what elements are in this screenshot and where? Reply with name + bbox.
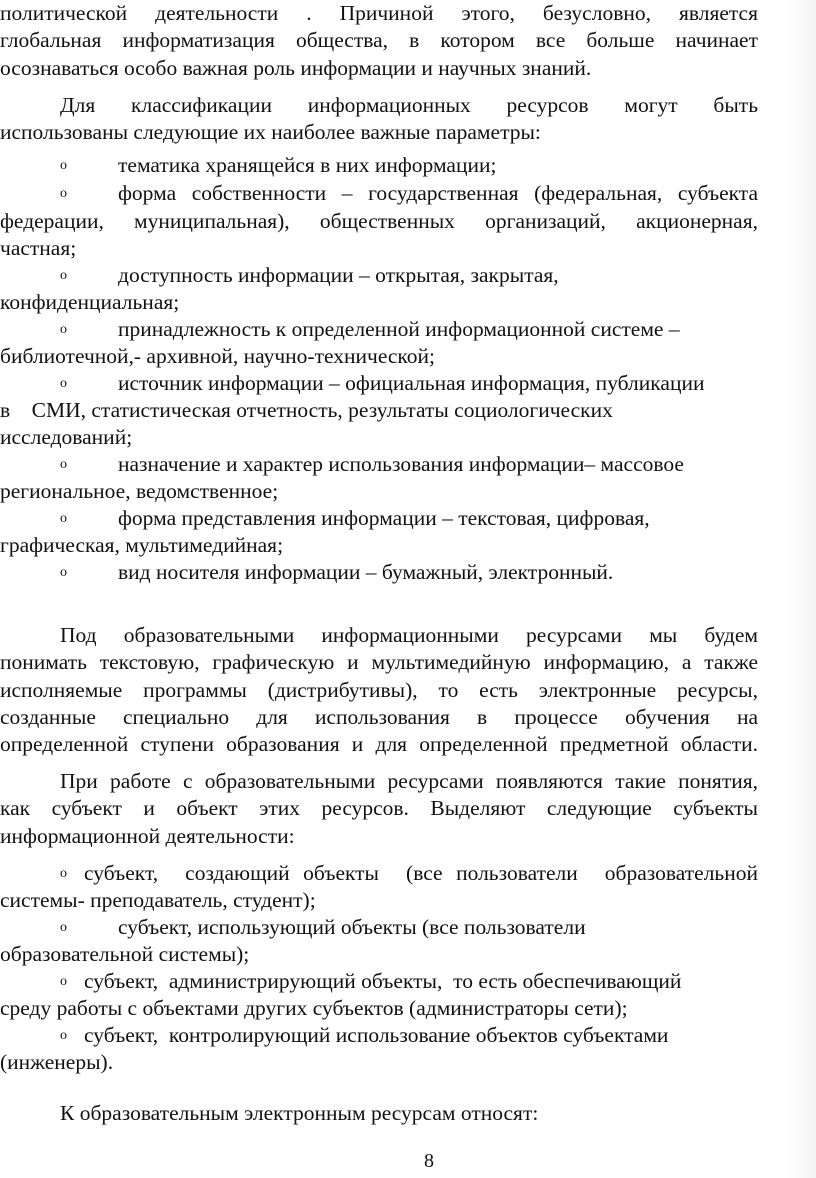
page-number: 8 xyxy=(424,1150,434,1172)
text-line: понимать текстовую, графическую и мультимедийную информацию, а также xyxy=(0,650,758,675)
text-line: созданные специально для использования в процессе обучения на xyxy=(0,704,758,729)
list-item-text: тематика хранящейся в них информации; xyxy=(118,153,497,177)
text-line: определенной ступени образования и для определенной предметной области. xyxy=(0,732,758,757)
bullet-icon: o xyxy=(60,974,67,989)
bullet-icon: o xyxy=(60,457,67,472)
bullet-icon: o xyxy=(60,1028,67,1043)
list-item-text: доступность информации – открытая, закрытая, xyxy=(118,263,559,287)
text-line: исполняемые программы (дистрибутивы), то есть электронные ресурсы, xyxy=(0,677,758,702)
list-item-text: (инженеры). xyxy=(0,1050,114,1074)
text-line: Для классификации информационных ресурсов могут быть xyxy=(60,93,758,117)
list-item-text: системы- преподаватель, студент); xyxy=(0,888,316,912)
text-line: использованы следующие их наиболее важные параметры: xyxy=(0,120,541,145)
list-item-text: источник информации – официальная информация, публикации xyxy=(118,371,705,395)
page-edge-shadow xyxy=(786,0,816,1178)
list-item-text: субъект, контролирующий использование объектов субъектами xyxy=(84,1023,669,1047)
list-item-text: субъект, администрирующий объекты, то есть обеспечивающий xyxy=(84,969,682,993)
list-item-text: образовательной системы); xyxy=(0,942,250,966)
bullet-icon: o xyxy=(60,186,67,201)
text-line: как субъект и объект этих ресурсов. Выделяют следующие субъекты xyxy=(0,796,758,821)
list-item-text: форма собственности – государственная (федеральная, субъекта xyxy=(118,181,758,205)
list-item-text: графическая, мультимедийная; xyxy=(0,533,284,557)
text-line: глобальная информатизация общества, в котором все больше начинает xyxy=(0,28,758,53)
list-item-text: исследований; xyxy=(0,425,133,449)
list-item-text: среду работы с объектами других субъектов (администраторы сети); xyxy=(0,996,628,1020)
bullet-icon: o xyxy=(60,322,67,337)
list-item-text: федерации, муниципальная), общественных организаций, акционерная, xyxy=(0,208,758,233)
list-item-text: в СМИ, статистическая отчетность, результаты социологических xyxy=(0,398,613,422)
text-line: При работе с образовательными ресурсами появляются такие понятия, xyxy=(60,769,758,793)
bullet-icon: o xyxy=(60,565,67,580)
list-item-text: форма представления информации – текстовая, цифровая, xyxy=(118,506,650,530)
list-item-text: библиотечной,- архивной, научно-технической; xyxy=(0,344,436,368)
text-line: осознаваться особо важная роль информации и научных знаний. xyxy=(0,55,592,80)
list-item-text: частная; xyxy=(0,235,77,260)
bullet-icon: o xyxy=(60,268,67,283)
text-line: К образовательным электронным ресурсам относят: xyxy=(60,1101,539,1125)
bullet-icon: o xyxy=(60,376,67,391)
bullet-icon: o xyxy=(60,866,67,881)
list-item-text: конфиденциальная; xyxy=(0,290,180,314)
text-line: Под образовательными информационными ресурсами мы будем xyxy=(60,623,758,647)
list-item-text: субъект, создающий объекты (все пользователи образовательной xyxy=(84,861,758,885)
bullet-icon: o xyxy=(60,158,67,173)
text-line: политической деятельности . Причиной этого, безусловно, является xyxy=(0,1,758,25)
list-item-text: вид носителя информации – бумажный, электронный. xyxy=(118,560,614,584)
list-item-text: субъект, использующий объекты (все пользователи xyxy=(118,915,586,939)
list-item-text: региональное, ведомственное; xyxy=(0,479,279,503)
list-item-text: принадлежность к определенной информационной системе – xyxy=(118,317,680,341)
bullet-icon: o xyxy=(60,511,67,526)
text-line: информационной деятельности: xyxy=(0,823,295,848)
list-item-text: назначение и характер использования информации– массовое xyxy=(118,452,684,476)
bullet-icon: o xyxy=(60,920,67,935)
